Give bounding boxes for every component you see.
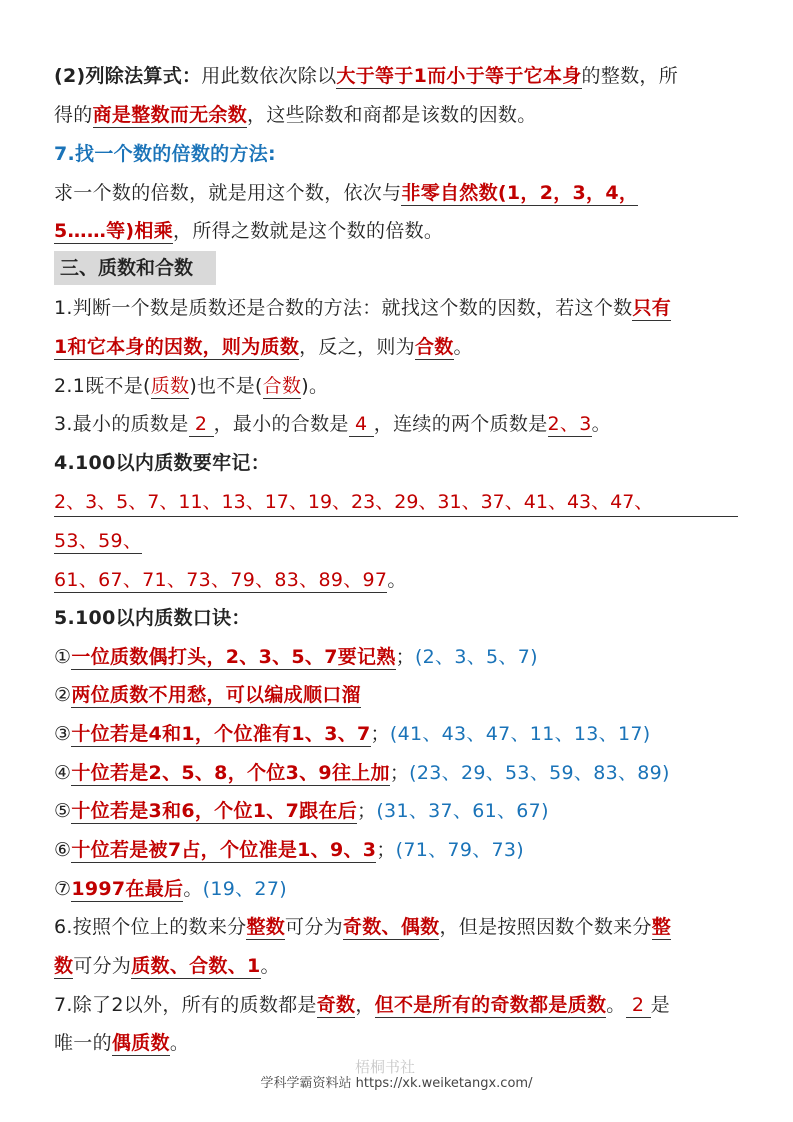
text: ； [395,646,415,668]
answer: 大于等于1而小于等于它本身 [336,65,582,87]
line-primes-list-1 [54,489,744,517]
answer: 质数、合数、1 [131,955,261,977]
text: ，这些除数和商都是该数的因数。 [247,104,537,126]
text: 的整数，所 [581,65,679,87]
text: ； [376,839,396,861]
text: 唯一的 [54,1032,112,1054]
line-primes-list-2 [54,528,744,554]
circled-number: ③ [54,723,72,745]
subheading: (2)列除法算式： [54,65,202,87]
text: )。 [301,375,329,397]
line-prime-judge-1 [54,295,744,321]
text: 是 [650,994,670,1016]
text: ，但是按照因数个数来分 [439,916,652,938]
text: 。 [591,413,611,435]
text: 。 [183,878,203,900]
text: ，所得之数就是这个数的倍数。 [173,220,444,242]
answer: 偶质数 [111,1032,170,1054]
answer: 奇数 [316,994,356,1016]
line-multiples-1 [54,180,744,206]
answer: 奇数、偶数 [342,916,440,938]
answer: 61、67、71、73、79、83、89、97 [54,569,388,591]
mnemonic-7 [54,876,744,902]
line-classify-1 [54,914,744,940]
watermark: 梧桐书社 [355,1058,416,1076]
mnemonic-6 [54,837,744,863]
circled-number: ② [54,684,72,706]
answer: 合数 [414,336,454,358]
answer: 一位质数偶打头，2、3、5、7要记熟 [71,646,396,668]
line-division-method-2 [54,102,744,128]
answer: 合数 [262,375,302,397]
answer: 商是整数而无余数 [92,104,248,126]
mnemonic-5 [54,798,744,824]
answer: 整 [651,916,672,938]
answer: 整数 [246,916,286,938]
line-neither [54,373,744,399]
subheading: 5.100以内质数口诀： [54,607,251,629]
answer: 十位若是3和6，个位1、7跟在后 [71,800,358,822]
example: (71、79、73) [395,839,524,861]
text: 可分为 [285,916,343,938]
text: 3.最小的质数是 [54,413,189,435]
line-odd-primes-2 [54,1030,744,1056]
line-multiples-2 [54,218,744,244]
line-primes-list-3 [54,567,744,593]
text: ； [357,800,377,822]
circled-number: ⑥ [54,839,72,861]
answer: 只有 [632,297,672,319]
circled-number: ④ [54,762,72,784]
answer: 质数 [150,375,190,397]
text: ，反之，则为 [299,336,415,358]
text: 6.按照个位上的数来分 [54,916,247,938]
answer: 2、3 [547,413,592,435]
example: (23、29、53、59、83、89) [409,762,670,784]
circled-number: ⑦ [54,878,72,900]
heading-multiples [54,141,744,167]
answer: 1和它本身的因数，则为质数 [54,336,300,358]
circled-number: ① [54,646,72,668]
section-heading: 三、质数和合数 [54,251,216,285]
answer: 十位若是4和1，个位准有1、3、7 [71,723,371,745]
heading-mnemonic [54,605,744,631]
answer: 1997在最后 [71,878,184,900]
text: ； [389,762,410,784]
circled-number: ⑤ [54,800,72,822]
heading: 7.找一个数的倍数的方法: [54,143,276,165]
line-prime-judge-2 [54,334,744,360]
answer: 十位若是被7占，个位准是1、9、3 [71,839,377,861]
answer: 数 [54,955,74,977]
text: 用此数依次除以 [201,65,337,87]
answer: 4 [348,413,374,435]
text: ； [370,723,390,745]
answer: 53、59、 [54,530,143,552]
text: 得的 [54,104,93,126]
mnemonic-1 [54,644,744,670]
text: 可分为 [73,955,132,977]
mnemonic-2 [54,682,744,708]
line-classify-2 [54,953,744,979]
subheading: 4.100以内质数要牢记： [54,452,270,474]
text: 。 [387,569,407,591]
text: 。 [606,994,626,1016]
mnemonic-4 [54,760,744,786]
example: (31、37、61、67) [376,800,549,822]
text: 求一个数的倍数，就是用这个数，依次与 [54,182,402,204]
answer: 十位若是2、5、8，个位3、9往上加 [71,762,390,784]
text: 1.判断一个数是质数还是合数的方法：就找这个数的因数，若这个数 [54,297,633,319]
text: )也不是( [189,375,263,397]
text: 。 [260,955,280,977]
answer: 但不是所有的奇数都是质数 [374,994,607,1016]
text: ，连续的两个质数是 [373,413,548,435]
answer: 2、3、5、7、11、13、17、19、23、29、31、37、41、43、47、 [54,489,738,517]
text: 。 [169,1032,190,1054]
line-smallest [54,411,744,437]
answer: 2 [188,413,214,435]
text: ， [355,994,375,1016]
heading-primes-100 [54,450,744,476]
line-odd-primes-1 [54,992,744,1018]
answer: 5……等)相乘 [54,220,174,242]
text: 。 [453,336,473,358]
text: ，最小的合数是 [213,413,349,435]
text: 2.1既不是( [54,375,151,397]
footer-source[interactable]: 学科学霸资料站 https://xk.weiketangx.com/ [260,1076,533,1091]
example: (19、27) [202,878,287,900]
answer: 两位质数不用愁，可以编成顺口溜 [71,684,361,706]
text: 7.除了2以外，所有的质数都是 [54,994,317,1016]
answer: 2 [625,994,651,1016]
line-division-method [54,63,744,89]
example: (41、43、47、11、13、17) [389,723,651,745]
answer: 非零自然数(1，2，3，4， [401,182,639,204]
example: (2、3、5、7) [414,646,538,668]
mnemonic-3 [54,721,744,747]
